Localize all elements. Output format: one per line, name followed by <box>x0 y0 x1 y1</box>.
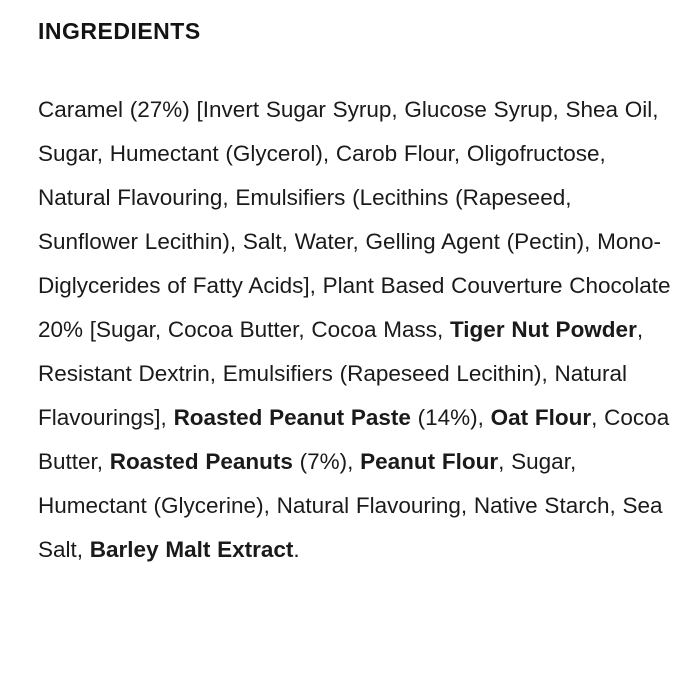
ingredient-text: (14%), <box>410 404 491 430</box>
ingredient-allergen: Tiger Nut Powder <box>449 316 637 342</box>
ingredient-text: . <box>293 536 300 562</box>
page-title: INGREDIENTS <box>38 18 201 44</box>
ingredient-allergen: Roasted Peanut Paste <box>173 404 411 430</box>
ingredient-allergen: Barley Malt Extract <box>89 536 294 562</box>
ingredients-body <box>38 88 678 572</box>
ingredient-text: Caramel (27%) [Invert Sugar Syrup, Glucose Syrup, Shea Oil, Sugar, Humectant (Glycerol), Carob Flour, Oligofructose, Natural Flavouring, Emulsifiers (Lecithins (Rapeseed, Sunflower Lecithin), Salt, Water, Gelling Agent (Pectin), Mono-Diglycerides of Fatty Acids], Plant Based Couverture Chocolate 20% [Sugar, Cocoa Butter, Cocoa Mass, <box>38 96 671 342</box>
ingredient-text: (7%), <box>292 448 361 474</box>
ingredient-allergen: Roasted Peanuts <box>109 448 293 474</box>
ingredient-text: , Cocoa Butter, <box>38 404 670 474</box>
ingredient-text: , Resistant Dextrin, Emulsifiers (Rapeseed Lecithin), Natural Flavourings], <box>38 316 644 430</box>
ingredient-allergen: Peanut Flour <box>360 448 499 474</box>
ingredient-allergen: Oat Flour <box>490 404 592 430</box>
ingredient-text: , Sugar, Humectant (Glycerine), Natural Flavouring, Native Starch, Sea Salt, <box>38 448 663 562</box>
